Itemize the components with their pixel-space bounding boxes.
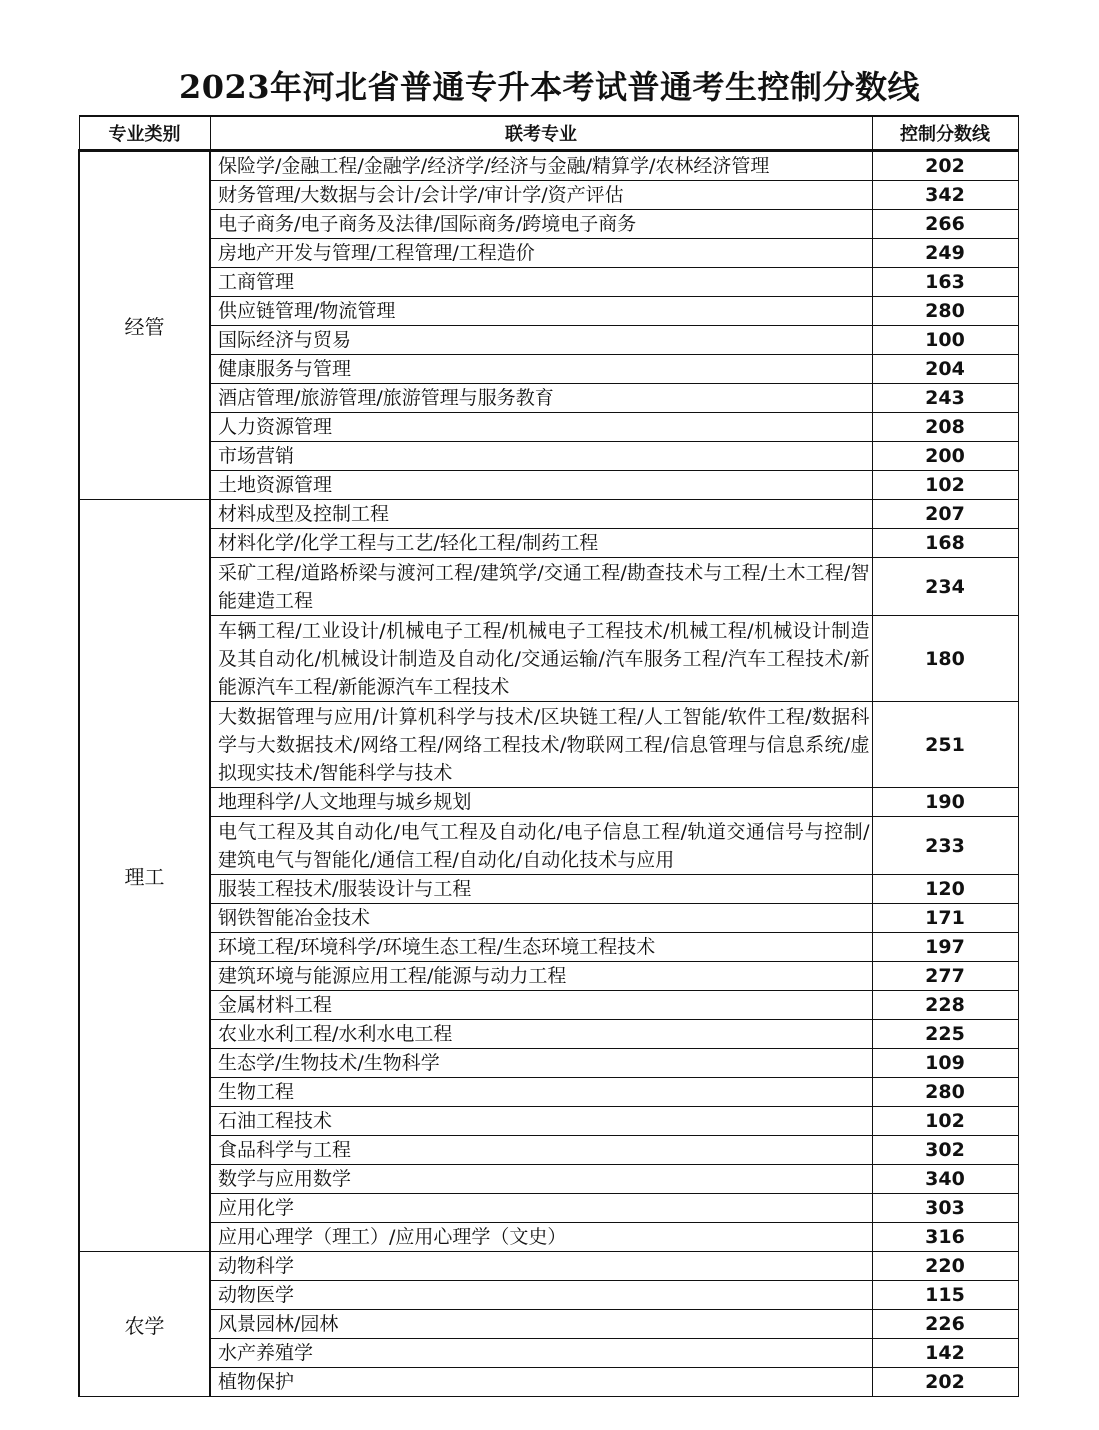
table-row	[79, 413, 1018, 442]
score-cell: 171	[872, 904, 1018, 933]
header-score: 控制分数线	[872, 116, 1018, 151]
header-category: 专业类别	[79, 116, 210, 151]
major-cell: 土地资源管理	[210, 471, 872, 500]
score-cell: 277	[872, 962, 1018, 991]
category-cell: 经管	[79, 151, 210, 500]
score-cell: 115	[872, 1281, 1018, 1310]
table-row	[79, 991, 1018, 1020]
major-cell: 食品科学与工程	[210, 1136, 872, 1165]
major-cell: 市场营销	[210, 442, 872, 471]
major-cell: 电子商务/电子商务及法律/国际商务/跨境电子商务	[210, 210, 872, 239]
score-cell: 249	[872, 239, 1018, 268]
major-cell: 国际经济与贸易	[210, 326, 872, 355]
table-row	[79, 616, 1018, 702]
table-row	[79, 500, 1018, 529]
table-row	[79, 529, 1018, 558]
major-cell: 环境工程/环境科学/环境生态工程/生态环境工程技术	[210, 933, 872, 962]
table-row	[79, 1339, 1018, 1368]
score-cell: 208	[872, 413, 1018, 442]
score-cell: 200	[872, 442, 1018, 471]
score-cell: 197	[872, 933, 1018, 962]
major-cell: 植物保护	[210, 1368, 872, 1397]
score-cell: 228	[872, 991, 1018, 1020]
score-cell: 316	[872, 1223, 1018, 1252]
major-cell: 工商管理	[210, 268, 872, 297]
major-cell: 钢铁智能冶金技术	[210, 904, 872, 933]
score-table-wrapper	[78, 115, 1019, 1397]
major-cell: 酒店管理/旅游管理/旅游管理与服务教育	[210, 384, 872, 413]
major-cell: 保险学/金融工程/金融学/经济学/经济与金融/精算学/农林经济管理	[210, 151, 872, 181]
table-row	[79, 1223, 1018, 1252]
score-cell: 220	[872, 1252, 1018, 1281]
major-cell: 健康服务与管理	[210, 355, 872, 384]
score-cell: 280	[872, 1078, 1018, 1107]
major-cell: 服装工程技术/服装设计与工程	[210, 875, 872, 904]
table-row	[79, 1281, 1018, 1310]
table-row	[79, 442, 1018, 471]
score-cell: 302	[872, 1136, 1018, 1165]
score-cell: 120	[872, 875, 1018, 904]
score-cell: 233	[872, 817, 1018, 875]
major-cell: 供应链管理/物流管理	[210, 297, 872, 326]
score-cell: 280	[872, 297, 1018, 326]
major-cell: 大数据管理与应用/计算机科学与技术/区块链工程/人工智能/软件工程/数据科学与大数据技术/网络工程/网络工程技术/物联网工程/信息管理与信息系统/虚拟现实技术/智能科学与技术	[210, 702, 872, 788]
table-row	[79, 355, 1018, 384]
score-cell: 202	[872, 1368, 1018, 1397]
score-cell: 243	[872, 384, 1018, 413]
table-row	[79, 1194, 1018, 1223]
major-cell: 材料化学/化学工程与工艺/轻化工程/制药工程	[210, 529, 872, 558]
score-cell: 342	[872, 181, 1018, 210]
table-row	[79, 210, 1018, 239]
major-cell: 地理科学/人文地理与城乡规划	[210, 788, 872, 817]
table-row	[79, 904, 1018, 933]
table-row	[79, 558, 1018, 616]
score-cell: 207	[872, 500, 1018, 529]
score-cell: 202	[872, 151, 1018, 181]
table-row	[79, 875, 1018, 904]
score-cell: 190	[872, 788, 1018, 817]
score-table	[78, 115, 1019, 1397]
table-row	[79, 1107, 1018, 1136]
score-cell: 102	[872, 1107, 1018, 1136]
table-row	[79, 181, 1018, 210]
major-cell: 动物医学	[210, 1281, 872, 1310]
major-cell: 财务管理/大数据与会计/会计学/审计学/资产评估	[210, 181, 872, 210]
table-row	[79, 326, 1018, 355]
major-cell: 石油工程技术	[210, 1107, 872, 1136]
major-cell: 数学与应用数学	[210, 1165, 872, 1194]
score-cell: 180	[872, 616, 1018, 702]
major-cell: 车辆工程/工业设计/机械电子工程/机械电子工程技术/机械工程/机械设计制造及其自动化/机械设计制造及自动化/交通运输/汽车服务工程/汽车工程技术/新能源汽车工程/新能源汽车工程技术	[210, 616, 872, 702]
major-cell: 采矿工程/道路桥梁与渡河工程/建筑学/交通工程/勘查技术与工程/土木工程/智能建造工程	[210, 558, 872, 616]
header-major: 联考专业	[210, 116, 872, 151]
score-cell: 109	[872, 1049, 1018, 1078]
table-row	[79, 962, 1018, 991]
score-cell: 226	[872, 1310, 1018, 1339]
score-cell: 266	[872, 210, 1018, 239]
major-cell: 农业水利工程/水利水电工程	[210, 1020, 872, 1049]
table-row	[79, 1020, 1018, 1049]
score-cell: 102	[872, 471, 1018, 500]
major-cell: 水产养殖学	[210, 1339, 872, 1368]
table-row	[79, 1252, 1018, 1281]
category-cell: 理工	[79, 500, 210, 1252]
table-body	[79, 151, 1018, 1397]
score-cell: 163	[872, 268, 1018, 297]
table-row	[79, 788, 1018, 817]
table-row	[79, 702, 1018, 788]
score-cell: 225	[872, 1020, 1018, 1049]
table-row	[79, 239, 1018, 268]
category-cell: 农学	[79, 1252, 210, 1397]
table-row	[79, 268, 1018, 297]
table-row	[79, 1049, 1018, 1078]
table-row	[79, 1368, 1018, 1397]
header-row	[79, 116, 1018, 151]
table-row	[79, 1310, 1018, 1339]
score-cell: 234	[872, 558, 1018, 616]
major-cell: 应用心理学（理工）/应用心理学（文史）	[210, 1223, 872, 1252]
table-row	[79, 384, 1018, 413]
major-cell: 生物工程	[210, 1078, 872, 1107]
table-row	[79, 933, 1018, 962]
major-cell: 建筑环境与能源应用工程/能源与动力工程	[210, 962, 872, 991]
score-cell: 303	[872, 1194, 1018, 1223]
major-cell: 应用化学	[210, 1194, 872, 1223]
table-row	[79, 151, 1018, 181]
major-cell: 材料成型及控制工程	[210, 500, 872, 529]
score-cell: 142	[872, 1339, 1018, 1368]
major-cell: 动物科学	[210, 1252, 872, 1281]
major-cell: 人力资源管理	[210, 413, 872, 442]
table-row	[79, 817, 1018, 875]
score-cell: 251	[872, 702, 1018, 788]
major-cell: 电气工程及其自动化/电气工程及自动化/电子信息工程/轨道交通信号与控制/建筑电气与智能化/通信工程/自动化/自动化技术与应用	[210, 817, 872, 875]
score-cell: 100	[872, 326, 1018, 355]
score-cell: 340	[872, 1165, 1018, 1194]
major-cell: 金属材料工程	[210, 991, 872, 1020]
table-row	[79, 1078, 1018, 1107]
score-cell: 204	[872, 355, 1018, 384]
page-title: 2023年河北省普通专升本考试普通考生控制分数线	[178, 68, 921, 106]
major-cell: 生态学/生物技术/生物科学	[210, 1049, 872, 1078]
score-cell: 168	[872, 529, 1018, 558]
table-row	[79, 1136, 1018, 1165]
table-row	[79, 1165, 1018, 1194]
major-cell: 风景园林/园林	[210, 1310, 872, 1339]
major-cell: 房地产开发与管理/工程管理/工程造价	[210, 239, 872, 268]
table-row	[79, 297, 1018, 326]
table-row	[79, 471, 1018, 500]
